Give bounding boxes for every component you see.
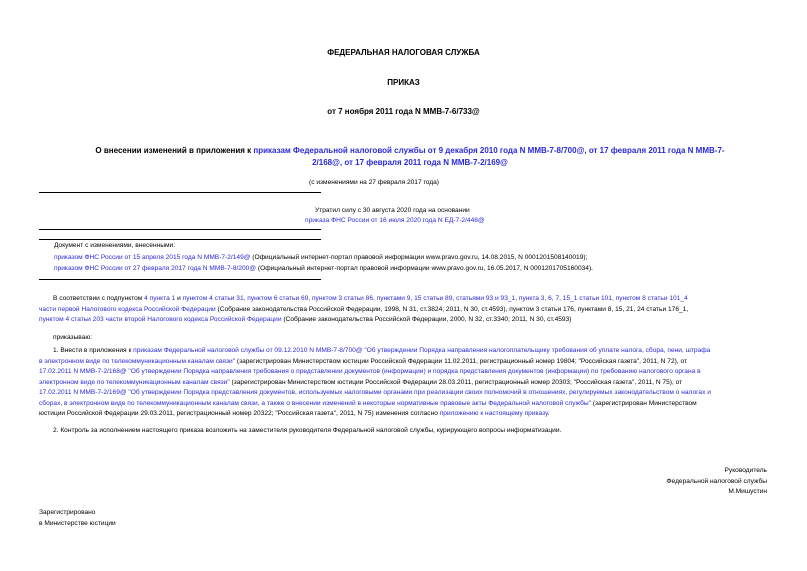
item1-link[interactable]: 17.02.2011 N ММВ-7-2/168@ — [39, 368, 127, 375]
agency-name: ФЕДЕРАЛЬНАЯ НАЛОГОВАЯ СЛУЖБА — [327, 48, 480, 57]
item1-link[interactable]: приказам Федеральной налоговой службы от 09.12.2010 N ММВ-7-8/700@ — [133, 347, 363, 354]
basis-text: (Собрание законодательства Российской Федерации, 2000, N 32, ст.3340; 2011, N 30, ст.4593) — [281, 316, 572, 323]
registration-line1: Зарегистрировано — [39, 509, 96, 516]
revision-note: (с изменениями на 27 февраля 2017 года) — [309, 179, 439, 186]
item1-link[interactable]: "Об утверждении Порядка направления налогоплательщику требования об уплате налога, сбора, пени, штрафа — [364, 347, 711, 354]
doc-title — [60, 145, 760, 169]
basis-link[interactable]: пунктом 4 статьи 203 части второй Налогового кодекса Российской Федерации — [39, 316, 282, 323]
basis-paragraph — [39, 294, 769, 326]
expired-line1: Утратил силу с 30 августа 2020 года на основании — [315, 207, 470, 214]
basis-text: и — [175, 295, 183, 302]
divider — [39, 239, 321, 240]
divider — [39, 279, 321, 280]
order-item-2: 2. Контроль за исполнением настоящего приказа возложить на заместителя руководителя Федеральной налоговой службы, курирующего вопросы информатизации. — [53, 427, 562, 434]
item1-text: . — [547, 410, 550, 417]
item1-text: (зарегистрирован Министерством — [590, 399, 697, 407]
basis-link[interactable]: 4 пункта 1 — [144, 295, 176, 302]
item1-text: (зарегистрирован Министерством юстиции Российской Федерации 11.02.2011, регистрационный номер 19804; "Российская газета", 2011, N 72), от — [235, 357, 688, 365]
title-link-line1[interactable]: приказам Федеральной налоговой службы от 9 декабря 2010 года N ММВ-7-8/700@, от 17 февраля 2011 года N ММВ-7- — [253, 146, 725, 155]
changes-item-link[interactable]: приказом ФНС России от 15 апреля 2015 года N ММВ-7-2/149@ — [54, 254, 251, 261]
changes-item-text: (Официальный интернет-портал правовой информации www.pravo.gov.ru, 16.05.2017, N 0001201705160034). — [256, 265, 593, 272]
changes-item — [54, 254, 587, 261]
registration-block — [39, 508, 116, 529]
item1-link[interactable]: "Об утверждении Порядка представления документов, используемых налоговыми органами при реализации своих полномочий в отношениях, регулируемых законодательством о налогах и — [128, 389, 711, 396]
order-item-1 — [39, 346, 769, 420]
item1-text: юстиции Российской Федерации 29.03.2011, регистрационный номер 20322; "Российская газета", 2011, N 75) изменения согласно — [39, 410, 440, 417]
signature-agency: Федеральной налоговой службы — [666, 477, 767, 485]
title-prefix: О внесении изменений в приложения к — [95, 146, 254, 155]
divider — [39, 229, 321, 230]
divider — [39, 192, 321, 193]
order-word: приказываю: — [53, 334, 93, 341]
registration-line2: в Министерстве юстиции — [39, 519, 116, 527]
doc-type: ПРИКАЗ — [387, 78, 420, 87]
changes-item-text: (Официальный интернет-портал правовой информации www.pravo.gov.ru, 14.08.2015, N 0001201508140019); — [250, 254, 588, 261]
item1-link[interactable]: сборах, в электронном виде по телекоммуникационным каналам связи, а также о внесении изменений в некоторые нормативные правовые акты Федеральной налоговой службы" — [39, 399, 591, 407]
item1-text: (зарегистрирован Министерством юстиции Российской Федерации 28.03.2011, регистрационный номер 20303; "Российская газета", 2011, N 75), от — [229, 378, 683, 386]
expired-link[interactable]: приказа ФНС России от 16 июля 2020 года N ЕД-7-2/448@ — [305, 217, 485, 224]
item1-link[interactable]: приложению к настоящему приказу — [439, 410, 548, 417]
item1-link[interactable]: электронном виде по телекоммуникационным каналам связи" — [39, 378, 230, 386]
item1-link[interactable]: в электронном виде по телекоммуникационным каналам связи" — [39, 357, 236, 365]
item1-text: 1. Внести в приложения к — [53, 347, 134, 354]
changes-item-link[interactable]: приказом ФНС России от 27 февраля 2017 года N ММВ-7-8/200@ — [54, 265, 257, 272]
changes-heading: Документ с изменениями, внесенными: — [54, 242, 176, 249]
basis-link[interactable]: пунктом 4 статьи 31, пунктом 6 статьи 69, пунктом 3 статьи 86, пунктами 9, 15 статьи 89, статьями 93 и 93_1, пункта 3, 6, 7, 15_1 статьи 101, пунктом 8 статьи 101_4 — [182, 295, 688, 302]
basis-link[interactable]: части первой Налогового кодекса Российской Федерации — [39, 305, 216, 313]
signature-title: Руководитель — [724, 467, 767, 474]
item1-link[interactable]: 17.02.2011 N ММВ-7-2/169@ — [39, 389, 127, 396]
signature-name: М.Мишустин — [728, 488, 767, 495]
basis-text: В соответствии с подпунктом — [53, 295, 145, 302]
item1-link[interactable]: "Об утверждении Порядка направления требования о представлении документов (информации) и порядка представления документов (информации) по требованию налогового органа в — [128, 368, 701, 375]
doc-date-number: от 7 ноября 2011 года N ММВ-7-6/733@ — [327, 107, 480, 116]
title-link-line2[interactable]: 2/168@, от 17 февраля 2011 года N ММВ-7-2/169@ — [312, 158, 508, 167]
signature-block — [667, 466, 767, 498]
changes-item — [54, 265, 593, 272]
basis-text: (Собрание законодательства Российской Федерации, 1998, N 31, ст.3824; 2011, N 30, ст.4593), пунктом 3 статьи 176, пунктами 8, 15, 21, 24 статьи 176_1, — [215, 305, 689, 313]
